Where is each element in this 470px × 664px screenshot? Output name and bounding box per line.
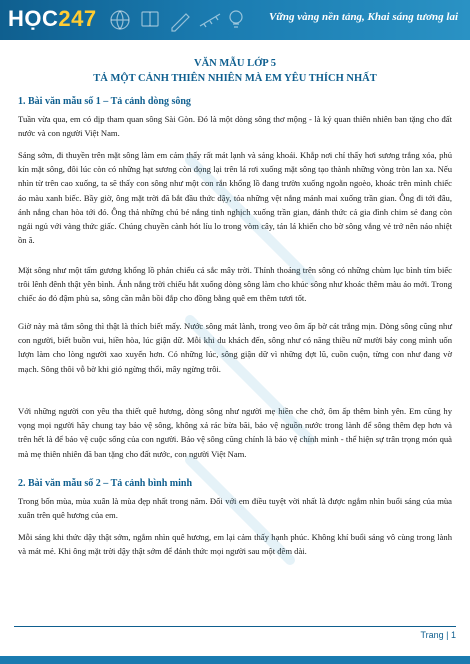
header-banner xyxy=(0,0,470,40)
paragraph: Với những người con yêu tha thiết quê hương, dòng sông như người mẹ hiền che chở, ôm ấp thêm bình yên. Em cũng hy vọng mọi người hãy chung tay bảo vệ sông, không xả rác bừa bãi, bảo vệ nguồn nước trong lành để sông thêm đẹp hơn và trên hết là để bảo vệ cuộc sống của con người. Bảo vệ sông cũng chính là bảo vệ chính mình - thể hiện sự trân trọng món quà mà mẹ thiên nhiên đã ban tặng cho đất nước, con người Việt Nam. xyxy=(18,406,452,459)
doc-title-line2: TẢ MỘT CẢNH THIÊN NHIÊN MÀ EM YÊU THÍCH NHẤT xyxy=(93,73,377,84)
logo-main: HỌC xyxy=(8,6,59,31)
bulb-icon xyxy=(230,11,242,23)
paragraph: Sáng sớm, đi thuyền trên mặt sông làm em cảm thấy rất mát lạnh và sảng khoái. Khắp nơi chỉ thấy hơi sương trắng xóa, phủ kín mặt sông, đôi lúc còn có những hạt sương còn đọng lại trên lá rơi xuống mặt sông tạo thành những vòng tròn lan xa. Nếu nhìn từ trên cao xuống, ta sẽ thấy con sông như một con rắn khổng lồ đang trườn xuống ngoằn ngoèo, khoác trên mình chiếc áo màu xanh biếc. Bầy giờ, ông mặt trời đã bắt đầu thức dậy, tỏa những vệt nắng mảnh mai xuống trần gian. Ông đi tới đâu, ánh nắng chan hòa tới đó. Ông thả những chú bé nắng tinh nghịch xuống trần gian, đánh thức cả gia đình chim sẻ đang còn ngái ngủ với vàng thức giấc. Chúng chuyền cành hót líu lo trong vòm cây, tán lá khiến cho bờ sông vắng vẻ trở nên náo nhiệt ồn ã. xyxy=(18,150,452,246)
section-heading-2: 2. Bài văn mẫu số 2 – Tả cảnh bình minh xyxy=(18,478,193,489)
decorative-icons xyxy=(100,4,250,36)
site-logo[interactable] xyxy=(8,6,97,32)
paragraph: Mỗi sáng khi thức dậy thật sớm, ngắm nhìn quê hương, em lại cảm thấy hạnh phúc. Không khí buổi sáng vô cùng trong lành và mát mẻ. Khi ông mặt trời dậy thật sớm để đánh thức mọi người sau một đêm dài. xyxy=(18,532,452,557)
section-heading-1: 1. Bài văn mẫu số 1 – Tả cảnh dòng sông xyxy=(18,96,191,107)
logo-accent: 247 xyxy=(58,6,97,31)
ruler-icon xyxy=(200,14,220,27)
paragraph: Mặt sông như một tấm gương khổng lồ phản chiếu cả sắc mây trời. Thỉnh thoảng trên sông có những chùm lục bình tím biếc trôi lênh đênh thật yên bình. Ánh nắng trời chiếu hắt xuống dòng sông làm cho khúc sông như khoác thêm màu áo mới. Trong chiếc áo đỏ đậm phù sa, sông cần mẫn bồi đắp cho đồng bằng quê em thêm tươi tốt. xyxy=(18,265,452,304)
doc-title-line1: VĂN MẪU LỚP 5 xyxy=(194,58,276,69)
page-number: Trang | 1 xyxy=(420,630,456,640)
footer-rule xyxy=(14,626,456,627)
tagline: Vững vàng nền tảng, Khai sáng tương lai xyxy=(268,11,458,23)
paragraph: Giờ này mà tắm sông thì thật là thích biết mấy. Nước sông mát lành, trong veo ôm ấp bờ cát trắng mịn. Dòng sông cũng như con người, biết buồn vui, hiền hòa, lúc giận dữ. Mỗi khi du khách đến, sông như có năng thiều nữ mười bảy cong mình uốn lượn làm cho lòng người xao xuyến hơn. Có những lúc, sông giận dữ vì những đợt lũ, cuồn cuộn, từng con như đang vờ mạch. Sông thôi vỗ bờ khi gió ngừng thổi, mây ngừng trôi. xyxy=(18,321,452,374)
pencil-icon xyxy=(172,14,189,31)
footer-bar xyxy=(0,656,470,664)
paragraph: Tuần vừa qua, em có dịp tham quan sông Sài Gòn. Đó là một dòng sông thơ mộng - là ký quan thiên nhiên ban tặng cho đất nước và con người Việt Nam. xyxy=(18,114,452,139)
paragraph: Trong bốn mùa, mùa xuân là mùa đẹp nhất trong năm. Đối với em điều tuyệt vời nhất là được ngắm nhìn buổi sáng của mùa xuân trên quê hương của em. xyxy=(18,496,452,521)
